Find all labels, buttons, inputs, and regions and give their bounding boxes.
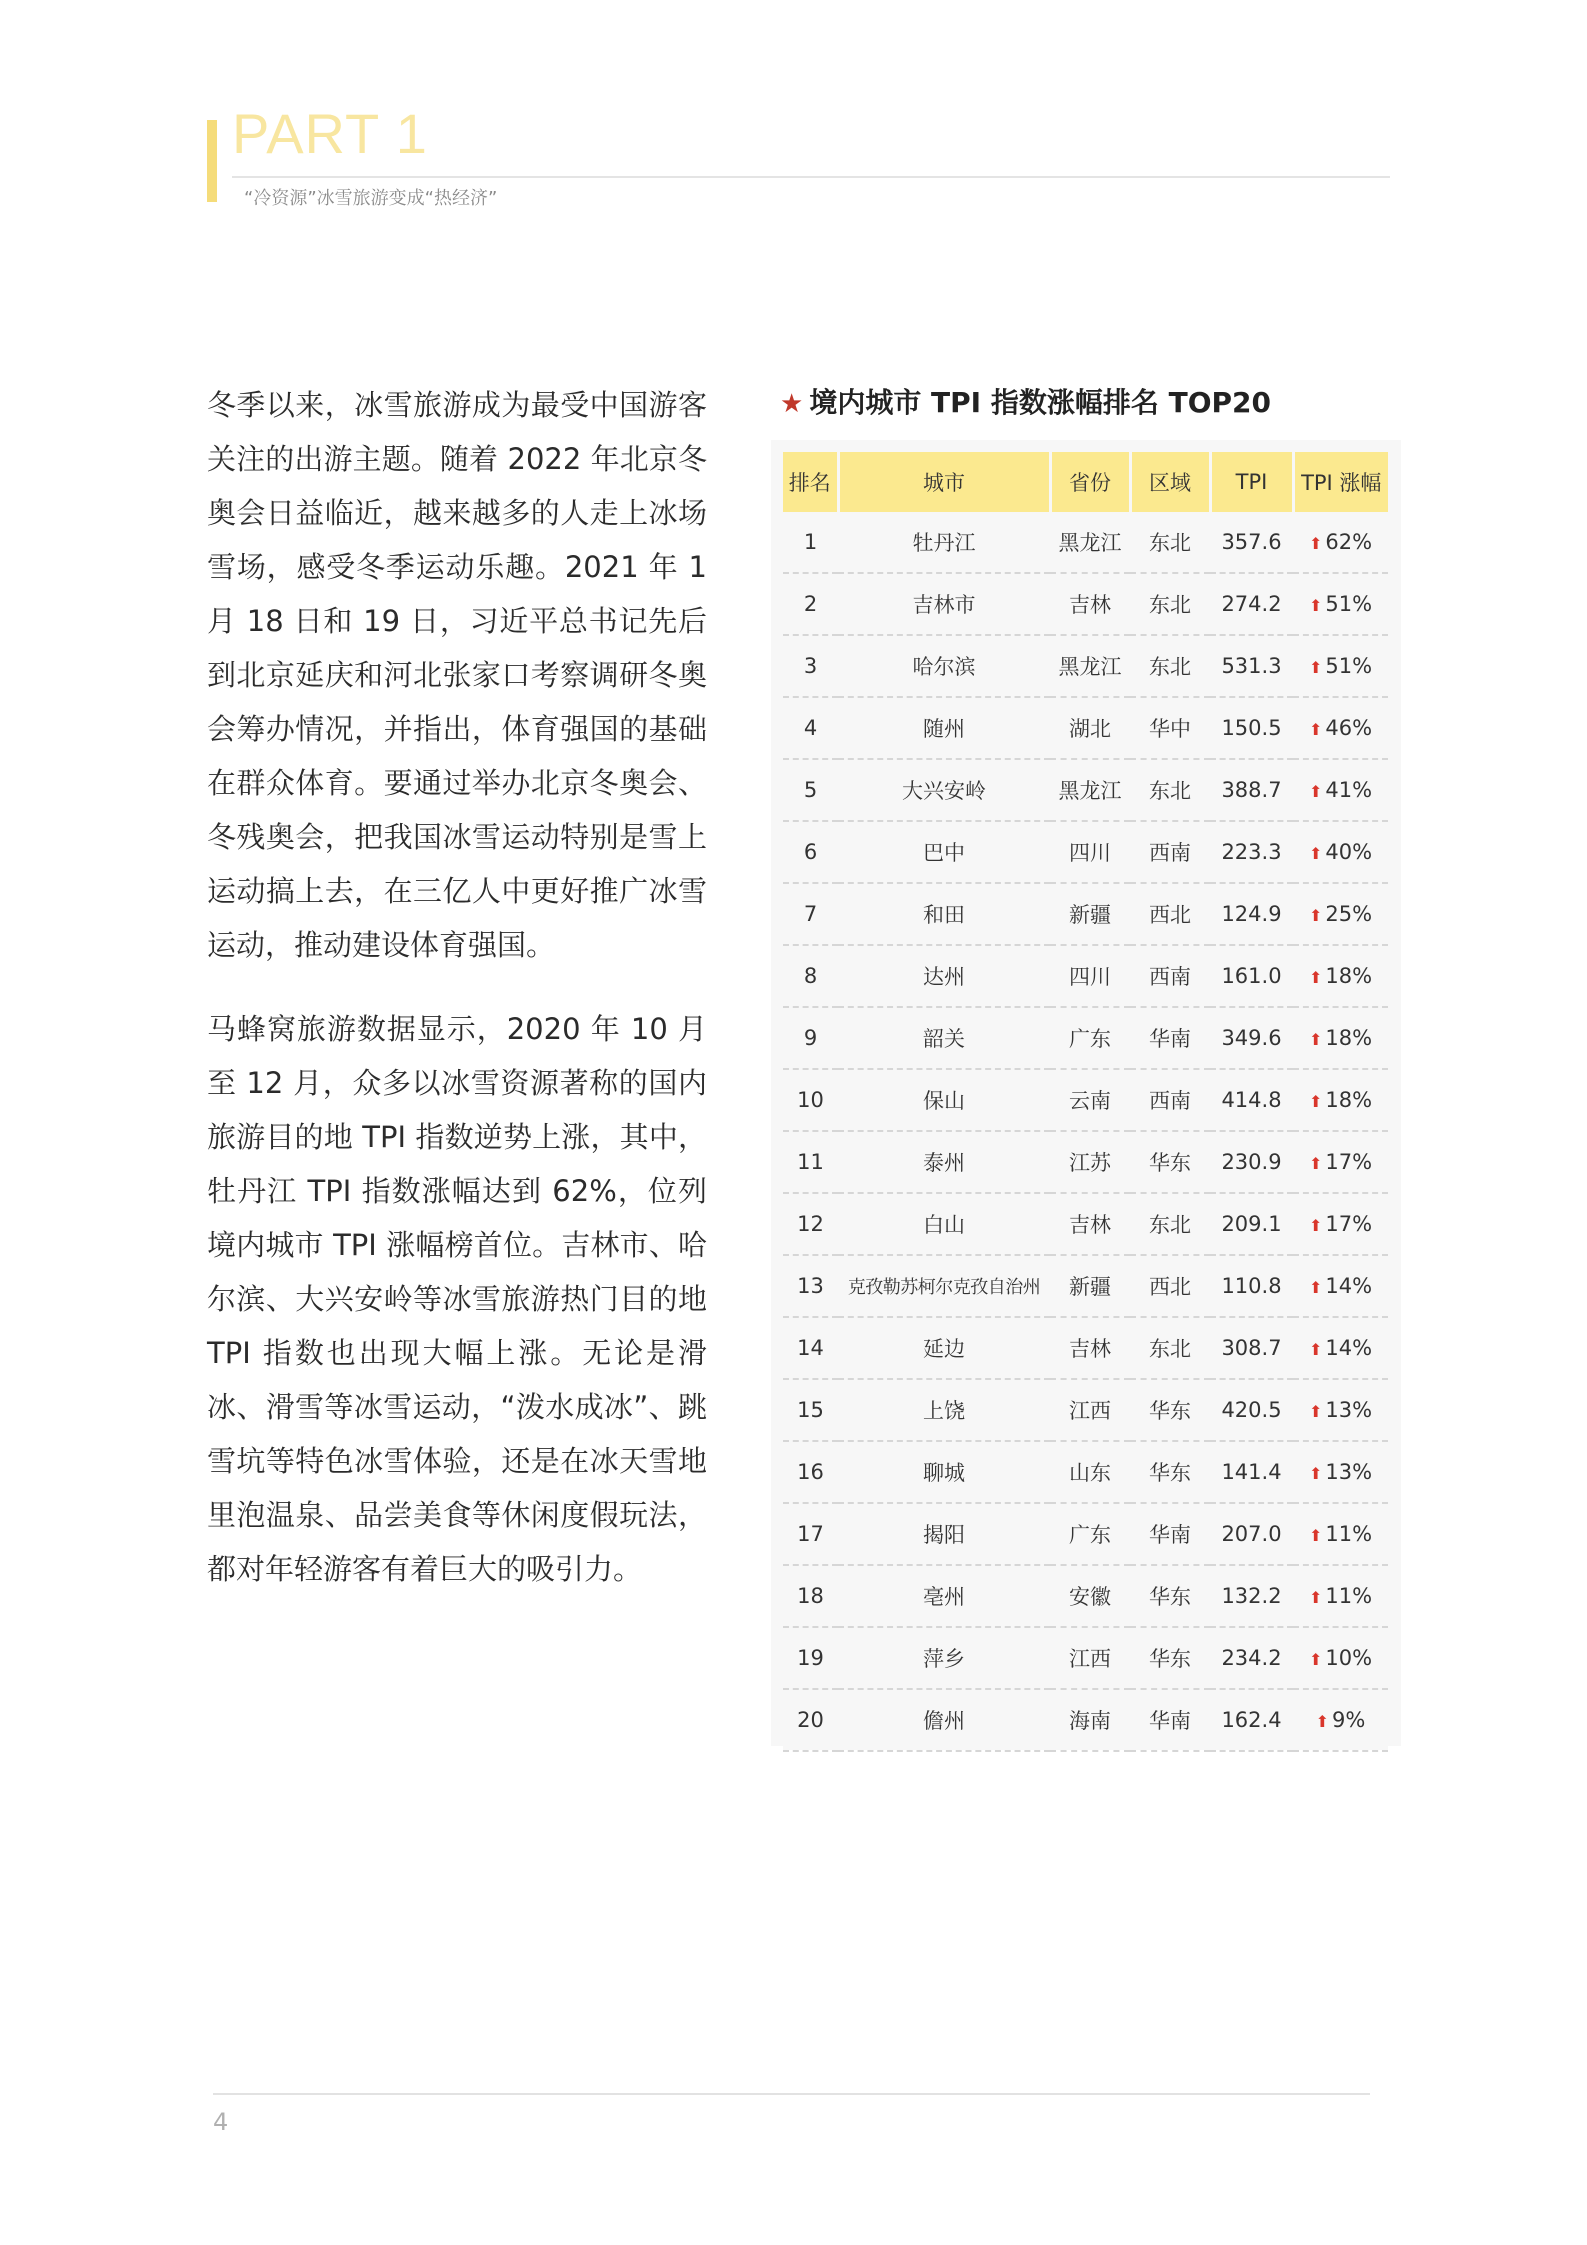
cell-region: 华南 — [1130, 1503, 1210, 1565]
cell-province: 吉林 — [1050, 1193, 1130, 1255]
up-arrow-icon: ⬆ — [1308, 782, 1323, 801]
cell-region: 西南 — [1130, 945, 1210, 1007]
cell-rank: 18 — [783, 1565, 838, 1627]
up-arrow-icon: ⬆ — [1308, 1464, 1323, 1483]
table-row — [783, 697, 1388, 759]
cell-region: 华东 — [1130, 1565, 1210, 1627]
cell-rank: 15 — [783, 1379, 838, 1441]
cell-rank: 16 — [783, 1441, 838, 1503]
growth-value: 62% — [1325, 530, 1373, 554]
table-title — [780, 383, 1271, 424]
table-row — [783, 945, 1388, 1007]
cell-tpi-growth — [1293, 1317, 1388, 1379]
table-row — [783, 1317, 1388, 1379]
cell-province: 黑龙江 — [1050, 635, 1130, 697]
cell-region: 西北 — [1130, 883, 1210, 945]
table-row — [783, 759, 1388, 821]
up-arrow-icon: ⬆ — [1308, 720, 1323, 739]
star-icon: ★ — [780, 389, 804, 419]
up-arrow-icon: ⬆ — [1308, 1278, 1323, 1297]
part-accent-bar — [207, 120, 217, 202]
up-arrow-icon: ⬆ — [1308, 1154, 1323, 1173]
up-arrow-icon: ⬆ — [1308, 1340, 1323, 1359]
header-province: 省份 — [1050, 452, 1130, 512]
table-row — [783, 573, 1388, 635]
cell-city: 巴中 — [838, 821, 1050, 883]
cell-tpi-growth — [1293, 1379, 1388, 1441]
growth-value: 51% — [1325, 592, 1373, 616]
article-paragraph: 冬季以来，冰雪旅游成为最受中国游客关注的出游主题。随着 2022 年北京冬奥会日益临近，越来越多的人走上冰场雪场，感受冬季运动乐趣。2021 年 1 月 18 日和 19 日，习近平总书记先后到北京延庆和河北张家口考察调研冬奥会筹办情况，并指出，体育强国的基础在群众体育。要通过举办北京冬奥会、冬残奥会，把我国冰雪运动特别是雪上运动搞上去，在三亿人中更好推广冰雪运动，推动建设体育强国。 — [207, 388, 707, 962]
up-arrow-icon: ⬆ — [1308, 1030, 1323, 1049]
up-arrow-icon: ⬆ — [1308, 1216, 1323, 1235]
up-arrow-icon: ⬆ — [1308, 1526, 1323, 1545]
cell-region: 华东 — [1130, 1379, 1210, 1441]
cell-province: 四川 — [1050, 821, 1130, 883]
cell-tpi-growth — [1293, 697, 1388, 759]
cell-province: 黑龙江 — [1050, 759, 1130, 821]
cell-province: 江苏 — [1050, 1131, 1130, 1193]
cell-rank: 5 — [783, 759, 838, 821]
cell-tpi-growth — [1293, 1565, 1388, 1627]
cell-tpi-growth — [1293, 1131, 1388, 1193]
section-subtitle: “冷资源”冰雪旅游变成“热经济” — [244, 188, 498, 209]
cell-tpi-growth — [1293, 1007, 1388, 1069]
cell-rank: 10 — [783, 1069, 838, 1131]
cell-city: 揭阳 — [838, 1503, 1050, 1565]
up-arrow-icon: ⬆ — [1308, 1650, 1323, 1669]
up-arrow-icon: ⬆ — [1308, 906, 1323, 925]
cell-tpi: 141.4 — [1210, 1441, 1293, 1503]
header-divider — [232, 176, 1390, 178]
growth-value: 13% — [1325, 1460, 1373, 1484]
growth-value: 17% — [1325, 1212, 1373, 1236]
cell-region: 东北 — [1130, 1317, 1210, 1379]
cell-tpi: 230.9 — [1210, 1131, 1293, 1193]
table-row — [783, 1069, 1388, 1131]
cell-city: 延边 — [838, 1317, 1050, 1379]
article-paragraph: 马蜂窝旅游数据显示，2020 年 10 月至 12 月，众多以冰雪资源著称的国内旅游目的地 TPI 指数逆势上涨，其中，牡丹江 TPI 指数涨幅达到 62%，位列境内城市 TPI 涨幅榜首位。吉林市、哈尔滨、大兴安岭等冰雪旅游热门目的地 TPI 指数也出现大幅上涨。无论是滑冰、滑雪等冰雪运动，“泼水成冰”、跳雪坑等特色冰雪体验，还是在冰天雪地里泡温泉、品尝美食等休闲度假玩法，都对年轻游客有着巨大的吸引力。 — [207, 1012, 707, 1586]
cell-city: 克孜勒苏柯尔克孜自治州 — [838, 1255, 1050, 1317]
table-row — [783, 1627, 1388, 1689]
cell-tpi: 161.0 — [1210, 945, 1293, 1007]
growth-value: 25% — [1325, 902, 1373, 926]
table-body — [783, 512, 1388, 1751]
cell-tpi: 223.3 — [1210, 821, 1293, 883]
cell-city: 吉林市 — [838, 573, 1050, 635]
cell-tpi: 274.2 — [1210, 573, 1293, 635]
table-row — [783, 1379, 1388, 1441]
cell-city: 韶关 — [838, 1007, 1050, 1069]
table-row — [783, 1255, 1388, 1317]
cell-region: 东北 — [1130, 512, 1210, 573]
article-body — [207, 378, 707, 1596]
cell-province: 湖北 — [1050, 697, 1130, 759]
cell-tpi-growth — [1293, 1689, 1388, 1751]
cell-province: 新疆 — [1050, 883, 1130, 945]
cell-city: 泰州 — [838, 1131, 1050, 1193]
cell-region: 东北 — [1130, 573, 1210, 635]
cell-city: 哈尔滨 — [838, 635, 1050, 697]
cell-city: 萍乡 — [838, 1627, 1050, 1689]
growth-value: 40% — [1325, 840, 1373, 864]
cell-city: 大兴安岭 — [838, 759, 1050, 821]
cell-tpi-growth — [1293, 1627, 1388, 1689]
header-rank: 排名 — [783, 452, 838, 512]
cell-tpi-growth — [1293, 1255, 1388, 1317]
cell-region: 西北 — [1130, 1255, 1210, 1317]
growth-value: 18% — [1325, 1088, 1373, 1112]
cell-tpi: 234.2 — [1210, 1627, 1293, 1689]
cell-region: 华南 — [1130, 1689, 1210, 1751]
up-arrow-icon: ⬆ — [1308, 1402, 1323, 1421]
growth-value: 13% — [1325, 1398, 1373, 1422]
cell-tpi-growth — [1293, 1441, 1388, 1503]
table-row — [783, 1193, 1388, 1255]
cell-rank: 13 — [783, 1255, 838, 1317]
up-arrow-icon: ⬆ — [1315, 1712, 1330, 1731]
cell-rank: 6 — [783, 821, 838, 883]
cell-rank: 7 — [783, 883, 838, 945]
cell-tpi: 162.4 — [1210, 1689, 1293, 1751]
cell-city: 上饶 — [838, 1379, 1050, 1441]
header-tpi-growth: TPI 涨幅 — [1293, 452, 1388, 512]
cell-city: 白山 — [838, 1193, 1050, 1255]
cell-tpi: 124.9 — [1210, 883, 1293, 945]
cell-tpi: 207.0 — [1210, 1503, 1293, 1565]
cell-province: 安徽 — [1050, 1565, 1130, 1627]
growth-value: 9% — [1332, 1708, 1366, 1732]
cell-province: 江西 — [1050, 1627, 1130, 1689]
growth-value: 18% — [1325, 1026, 1373, 1050]
cell-city: 随州 — [838, 697, 1050, 759]
table-row — [783, 1007, 1388, 1069]
cell-rank: 1 — [783, 512, 838, 573]
growth-value: 17% — [1325, 1150, 1373, 1174]
table-row — [783, 1441, 1388, 1503]
cell-city: 儋州 — [838, 1689, 1050, 1751]
cell-province: 新疆 — [1050, 1255, 1130, 1317]
table-row — [783, 1503, 1388, 1565]
cell-tpi-growth — [1293, 635, 1388, 697]
cell-tpi: 531.3 — [1210, 635, 1293, 697]
cell-rank: 9 — [783, 1007, 838, 1069]
header-city: 城市 — [838, 452, 1050, 512]
cell-city: 亳州 — [838, 1565, 1050, 1627]
table-row — [783, 1131, 1388, 1193]
footer-divider — [213, 2093, 1370, 2095]
growth-value: 41% — [1325, 778, 1373, 802]
up-arrow-icon: ⬆ — [1308, 1092, 1323, 1111]
up-arrow-icon: ⬆ — [1308, 968, 1323, 987]
cell-region: 华东 — [1130, 1627, 1210, 1689]
cell-rank: 2 — [783, 573, 838, 635]
cell-rank: 4 — [783, 697, 838, 759]
cell-region: 华东 — [1130, 1441, 1210, 1503]
table-row — [783, 512, 1388, 573]
cell-rank: 12 — [783, 1193, 838, 1255]
table-row — [783, 883, 1388, 945]
growth-value: 46% — [1325, 716, 1373, 740]
cell-tpi: 150.5 — [1210, 697, 1293, 759]
cell-city: 聊城 — [838, 1441, 1050, 1503]
up-arrow-icon: ⬆ — [1308, 596, 1323, 615]
growth-value: 14% — [1325, 1336, 1373, 1360]
cell-region: 华中 — [1130, 697, 1210, 759]
cell-province: 四川 — [1050, 945, 1130, 1007]
cell-province: 黑龙江 — [1050, 512, 1130, 573]
growth-value: 14% — [1325, 1274, 1373, 1298]
cell-rank: 14 — [783, 1317, 838, 1379]
cell-tpi: 308.7 — [1210, 1317, 1293, 1379]
growth-value: 11% — [1325, 1522, 1373, 1546]
table-title-text: 境内城市 TPI 指数涨幅排名 TOP20 — [809, 386, 1271, 419]
cell-tpi-growth — [1293, 1069, 1388, 1131]
cell-region: 东北 — [1130, 635, 1210, 697]
growth-value: 51% — [1325, 654, 1373, 678]
cell-tpi: 420.5 — [1210, 1379, 1293, 1441]
cell-rank: 3 — [783, 635, 838, 697]
cell-rank: 8 — [783, 945, 838, 1007]
cell-city: 和田 — [838, 883, 1050, 945]
cell-rank: 11 — [783, 1131, 838, 1193]
cell-city: 达州 — [838, 945, 1050, 1007]
header-region: 区域 — [1130, 452, 1210, 512]
cell-tpi-growth — [1293, 573, 1388, 635]
cell-province: 广东 — [1050, 1503, 1130, 1565]
cell-rank: 19 — [783, 1627, 838, 1689]
table-row — [783, 635, 1388, 697]
up-arrow-icon: ⬆ — [1308, 658, 1323, 677]
cell-province: 吉林 — [1050, 1317, 1130, 1379]
cell-tpi-growth — [1293, 1503, 1388, 1565]
growth-value: 11% — [1325, 1584, 1373, 1608]
up-arrow-icon: ⬆ — [1308, 534, 1323, 553]
cell-city: 牡丹江 — [838, 512, 1050, 573]
cell-tpi-growth — [1293, 1193, 1388, 1255]
cell-tpi: 349.6 — [1210, 1007, 1293, 1069]
table-row — [783, 1689, 1388, 1751]
cell-region: 华东 — [1130, 1131, 1210, 1193]
cell-province: 广东 — [1050, 1007, 1130, 1069]
cell-tpi-growth — [1293, 759, 1388, 821]
cell-region: 西南 — [1130, 1069, 1210, 1131]
cell-tpi-growth — [1293, 883, 1388, 945]
up-arrow-icon: ⬆ — [1308, 1588, 1323, 1607]
part-title: PART 1 — [232, 102, 428, 165]
growth-value: 10% — [1325, 1646, 1373, 1670]
up-arrow-icon: ⬆ — [1308, 844, 1323, 863]
cell-rank: 20 — [783, 1689, 838, 1751]
cell-province: 山东 — [1050, 1441, 1130, 1503]
cell-tpi-growth — [1293, 821, 1388, 883]
table-header-row — [783, 452, 1388, 512]
cell-tpi: 110.8 — [1210, 1255, 1293, 1317]
header-tpi: TPI — [1210, 452, 1293, 512]
tpi-ranking-table — [783, 452, 1388, 1752]
cell-tpi: 132.2 — [1210, 1565, 1293, 1627]
cell-province: 江西 — [1050, 1379, 1130, 1441]
cell-province: 云南 — [1050, 1069, 1130, 1131]
cell-region: 东北 — [1130, 759, 1210, 821]
table-row — [783, 1565, 1388, 1627]
cell-tpi: 357.6 — [1210, 512, 1293, 573]
cell-tpi: 414.8 — [1210, 1069, 1293, 1131]
growth-value: 18% — [1325, 964, 1373, 988]
cell-tpi-growth — [1293, 512, 1388, 573]
cell-city: 保山 — [838, 1069, 1050, 1131]
page-number: 4 — [213, 2108, 229, 2136]
cell-region: 华南 — [1130, 1007, 1210, 1069]
cell-tpi-growth — [1293, 945, 1388, 1007]
cell-province: 海南 — [1050, 1689, 1130, 1751]
cell-tpi: 209.1 — [1210, 1193, 1293, 1255]
cell-region: 西南 — [1130, 821, 1210, 883]
cell-tpi: 388.7 — [1210, 759, 1293, 821]
cell-region: 东北 — [1130, 1193, 1210, 1255]
table-row — [783, 821, 1388, 883]
cell-rank: 17 — [783, 1503, 838, 1565]
cell-province: 吉林 — [1050, 573, 1130, 635]
